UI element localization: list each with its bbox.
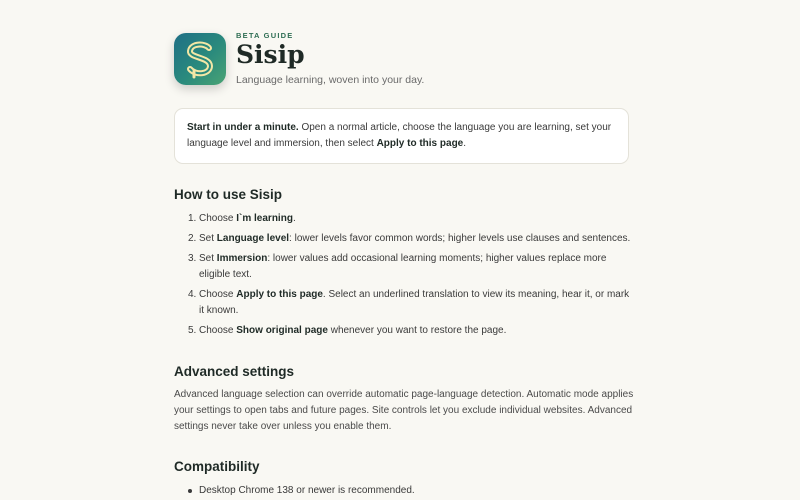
how-to-heading: How to use Sisip	[174, 187, 283, 202]
step-text: whenever you want to restore the page.	[327, 325, 507, 336]
step-item	[174, 251, 634, 283]
step-text: Set	[199, 253, 217, 264]
step-number: 1.	[188, 213, 197, 224]
page-title: Sisip	[236, 40, 305, 69]
eyebrow-label: BETA GUIDE	[236, 31, 294, 40]
step-number: 2.	[188, 233, 197, 244]
compatibility-heading: Compatibility	[174, 459, 260, 474]
steps-list	[174, 211, 634, 343]
step-item	[174, 287, 634, 319]
step-text: .	[292, 213, 296, 224]
page-subtitle: Language learning, woven into your day.	[236, 74, 425, 86]
step-number: 5.	[188, 325, 197, 336]
quick-start-callout	[174, 108, 629, 164]
step-item	[174, 323, 634, 339]
step-text: Choose	[199, 289, 237, 300]
step-text: Choose	[199, 325, 237, 336]
callout-text: Open a normal article, choose the language you are learning, set your language level and immersion, then select	[187, 122, 612, 149]
header-titles	[236, 30, 424, 86]
sisip-logo-icon	[174, 33, 226, 85]
advanced-heading: Advanced settings	[174, 364, 295, 379]
step-keyword: Apply to this page	[236, 289, 323, 300]
step-text: : lower values add occasional learning moments; higher values replace more eligible text.	[199, 253, 607, 280]
step-text: Set	[199, 233, 217, 244]
callout-action: Apply to this page	[376, 138, 464, 149]
step-number: 3.	[188, 253, 197, 264]
step-item	[174, 231, 634, 247]
step-text: . Select an underlined translation to view its meaning, hear it, or mark it known.	[199, 289, 630, 316]
compatibility-list	[174, 483, 415, 499]
list-item	[174, 483, 415, 499]
list-item-text: Desktop Chrome 138 or newer is recommended.	[199, 485, 415, 496]
step-text: : lower levels favor common words; higher levels use clauses and sentences.	[289, 233, 631, 244]
callout-lead: Start in under a minute.	[187, 122, 299, 133]
step-number: 4.	[188, 289, 197, 300]
guide-header	[174, 30, 424, 86]
advanced-text: Advanced language selection can override automatic page-language detection. Automatic mode applies your settings to open tabs and future pages. Site controls let you exclude individual websites. Advanced settings never take over unless you enable them.	[174, 389, 634, 432]
bullet-icon	[188, 489, 192, 493]
step-keyword: Language level	[216, 233, 290, 244]
step-keyword: I`m learning	[236, 213, 293, 224]
step-keyword: Show original page	[236, 325, 328, 336]
step-keyword: Immersion	[216, 253, 268, 264]
callout-end: .	[463, 138, 467, 149]
step-item	[174, 211, 634, 227]
step-text: Choose	[199, 213, 237, 224]
